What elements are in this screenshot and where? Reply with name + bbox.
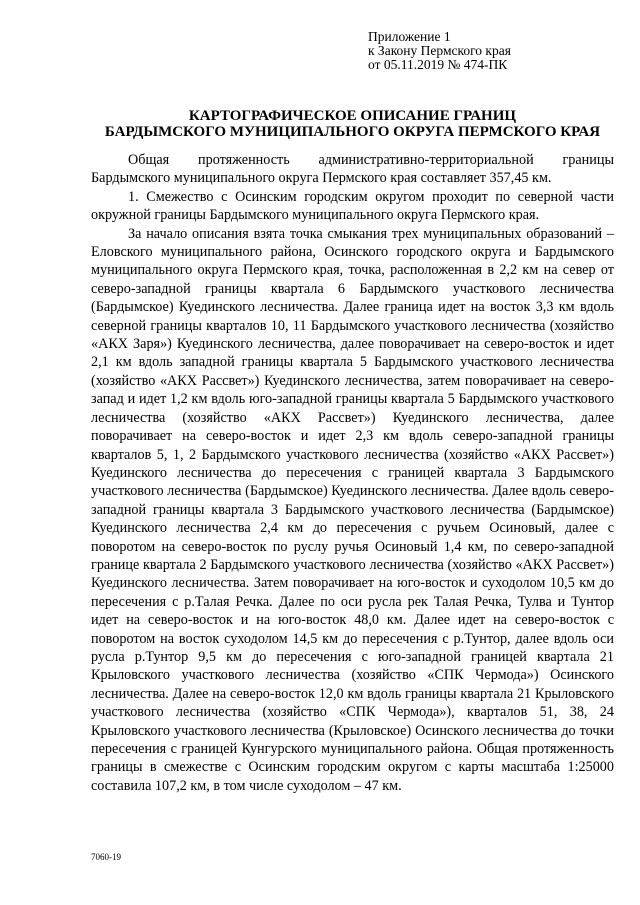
appendix-law-date: от 05.11.2019 № 474-ПК [368,57,508,72]
document-title-line-1: КАРТОГРАФИЧЕСКОЕ ОПИСАНИЕ ГРАНИЦ [188,108,517,124]
paragraph-total-length: Общая протяженность административно-территориальной границы Бардымского муниципального округа Пермского края составляет 357,45 км. [91,152,614,187]
paragraph-section-1: 1. Смежество с Осинским городским округом проходит по северной части окружной границы Бардымского муниципального округа Пермского края. [91,188,614,224]
document-body [91,151,614,795]
paragraph-boundary-description: За начало описания взята точка смыкания трех муниципальных образований – Еловского муниципального района, Осинского городского округа и Бардымского муниципального округа Пермского края, точка, расположенная в 2,2 км на север от северо-западной границы квартала 6 Бардымского участкового лесничества (Бардымское) Куединского лесничества. Далее граница идет на восток 3,3 км вдоль северной границы кварталов 10, 11 Бардымского участкового лесничества (хозяйство «АКХ Заря») Куединского лесничества, далее поворачивает на северо-восток и идет 2,1 км вдоль западной границы квартала 5 Бардымского участкового лесничества (хозяйство «АКХ Рассвет») Куединского лесничества, затем поворачивает на северо-запад и идет 1,2 км вдоль юго-западной границы квартала 5 Бардымского участкового лесничества (хозяйство «АКХ Рассвет») Куединского лесничества, далее поворачивает на северо-восток и идет 2,3 км вдоль северо-западной границы кварталов 5, 1, 2 Бардымского участкового лесничества (хозяйство «АКХ Рассвет») Куединского лесничества до пересечения с границей квартала 3 Бардымского участкового лесничества (Бардымское) Куединского лесничества. Далее вдоль северо-западной границы квартала 3 Бардымского участкового лесничества (Бардымское) Куединского лесничества 2,4 км до пересечения с ручьем Осиновый, далее с поворотом на северо-восток по руслу ручья Осиновый 1,4 км, по северо-западной границе квартала 2 Бардымского участкового лесничества (хозяйство «АКХ Рассвет») Куединского лесничества. Затем поворачивает на юго-восток и суходолом 10,5 км до пересечения с р.Талая Речка. Далее по оси русла рек Талая Речка, Тулва и Тунтор идет на северо-восток и на юго-восток 48,0 км. Далее идет на северо-восток с поворотом на восток суходолом 14,5 км до пересечения с р.Тунтор, далее вдоль оси русла р.Тунтор 9,5 км до пересечения с юго-западной границей квартала 21 Крыловского участкового лесничества (хозяйство «СПК Чермода») Осинского лесничества. Далее на северо-восток 12,0 км вдоль границы квартала 21 Крыловского участкового лесничества (хозяйство «СПК Чермода»), кварталов 51, 38, 24 Крыловского участкового лесничества (Крыловское) Осинского лесничества до точки пересечения с границей Кунгурского муниципального района. Общая протяженность границы в смежестве с Осинским городским округом с карты масштаба 1:25000 составила 107,2 км, в том числе суходолом – 47 км. [91,225,614,794]
document-title-line-2: БАРДЫМСКОГО МУНИЦИПАЛЬНОГО ОКРУГА ПЕРМСКОГО КРАЯ [104,124,601,140]
document-code: 7060-19 [91,852,121,862]
document-title [90,108,615,140]
appendix-header [368,30,511,72]
appendix-number: Приложение 1 [368,29,451,44]
appendix-law-reference: к Закону Пермского края [368,43,511,58]
